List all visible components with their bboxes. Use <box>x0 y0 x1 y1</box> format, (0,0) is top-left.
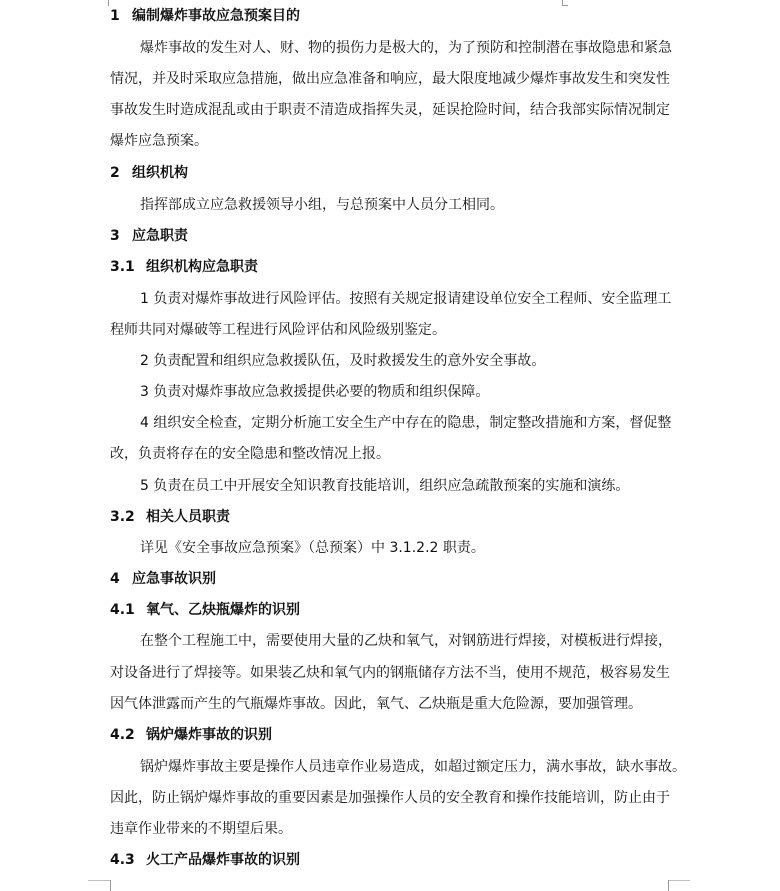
paragraph-line: 违章作业带来的不期望后果。 <box>110 821 292 837</box>
paragraph-line: 指挥部成立应急救援领导小组，与总预案中人员分工相同。 <box>140 197 504 213</box>
paragraph-line: 详见《安全事故应急预案》（总预案）中 3.1.2.2 职责。 <box>140 540 485 556</box>
paragraph-line: 对设备进行了焊接等。如果装乙炔和氧气内的钢瓶储存方法不当，使用不规范，极容易发生 <box>110 665 670 681</box>
paragraph-line: 爆炸应急预案。 <box>110 133 208 149</box>
crop-mark-top-left <box>108 0 109 6</box>
paragraph-line: 5 负责在员工中开展安全知识教育技能培训，组织应急疏散预案的实施和演练。 <box>140 478 630 494</box>
section-number: 4.2 <box>110 727 135 743</box>
crop-mark-top-right-h <box>562 5 568 6</box>
section-number: 3.2 <box>110 509 135 525</box>
section-title: 锅炉爆炸事故的识别 <box>146 727 272 743</box>
section-number: 4.3 <box>110 852 135 868</box>
footer-mark-right <box>668 880 669 891</box>
footer-corner-left <box>88 880 110 881</box>
section-number: 2 <box>110 165 120 181</box>
paragraph-line: 情况，并及时采取应急措施，做出应急准备和响应，最大限度地减少爆炸事故发生和突发性 <box>110 71 670 87</box>
paragraph-line: 1 负责对爆炸事故进行风险评估。按照有关规定报请建设单位安全工程师、安全监理工 <box>140 291 672 307</box>
section-title: 编制爆炸事故应急预案目的 <box>132 8 300 24</box>
section-heading <box>110 600 300 620</box>
section-title: 组织机构 <box>132 165 188 181</box>
paragraph-line: 因此，防止锅炉爆炸事故的重要因素是加强操作人员的安全教育和操作技能培训，防止由于 <box>110 790 670 806</box>
section-title: 氧气、乙炔瓶爆炸的识别 <box>146 602 300 618</box>
section-heading <box>110 507 230 527</box>
footer-corner-right <box>668 880 690 881</box>
paragraph-line: 4 组织安全检查，定期分析施工安全生产中存在的隐患，制定整改措施和方案，督促整 <box>140 415 672 431</box>
paragraph-line: 改，负责将存在的安全隐患和整改情况上报。 <box>110 446 390 462</box>
footer-mark-left <box>110 880 111 891</box>
section-number: 3 <box>110 228 120 244</box>
paragraph-line: 因气体泄露而产生的气瓶爆炸事故。因此，氧气、乙炔瓶是重大危险源，要加强管理。 <box>110 696 642 712</box>
section-number: 3.1 <box>110 259 135 275</box>
section-heading <box>110 226 188 246</box>
section-title: 应急事故识别 <box>132 571 216 587</box>
section-title: 应急职责 <box>132 228 188 244</box>
section-title: 组织机构应急职责 <box>146 259 258 275</box>
paragraph-line: 3 负责对爆炸事故应急救援提供必要的物质和组织保障。 <box>140 384 490 400</box>
section-heading <box>110 163 188 183</box>
section-heading <box>110 850 300 870</box>
paragraph-line: 2 负责配置和组织应急救援队伍，及时救援发生的意外安全事故。 <box>140 353 546 369</box>
section-title: 相关人员职责 <box>146 509 230 525</box>
paragraph-line: 程师共同对爆破等工程进行风险评估和风险级别鉴定。 <box>110 322 446 338</box>
section-heading <box>110 257 258 277</box>
section-number: 4 <box>110 571 120 587</box>
section-heading <box>110 569 216 589</box>
paragraph-line: 爆炸事故的发生对人、财、物的损伤力是极大的，为了预防和控制潜在事故隐患和紧急 <box>140 40 672 56</box>
section-number: 4.1 <box>110 602 135 618</box>
paragraph-line: 锅炉爆炸事故主要是操作人员违章作业易造成，如超过额定压力，满水事故，缺水事故。 <box>140 759 686 775</box>
paragraph-line: 在整个工程施工中，需要使用大量的乙炔和氧气，对钢筋进行焊接，对模板进行焊接， <box>140 633 672 649</box>
section-number: 1 <box>110 8 120 24</box>
section-heading <box>110 6 300 26</box>
section-heading <box>110 725 272 745</box>
section-title: 火工产品爆炸事故的识别 <box>146 852 300 868</box>
paragraph-line: 事故发生时造成混乱或由于职责不清造成指挥失灵，延误抢险时间，结合我部实际情况制定 <box>110 102 670 118</box>
